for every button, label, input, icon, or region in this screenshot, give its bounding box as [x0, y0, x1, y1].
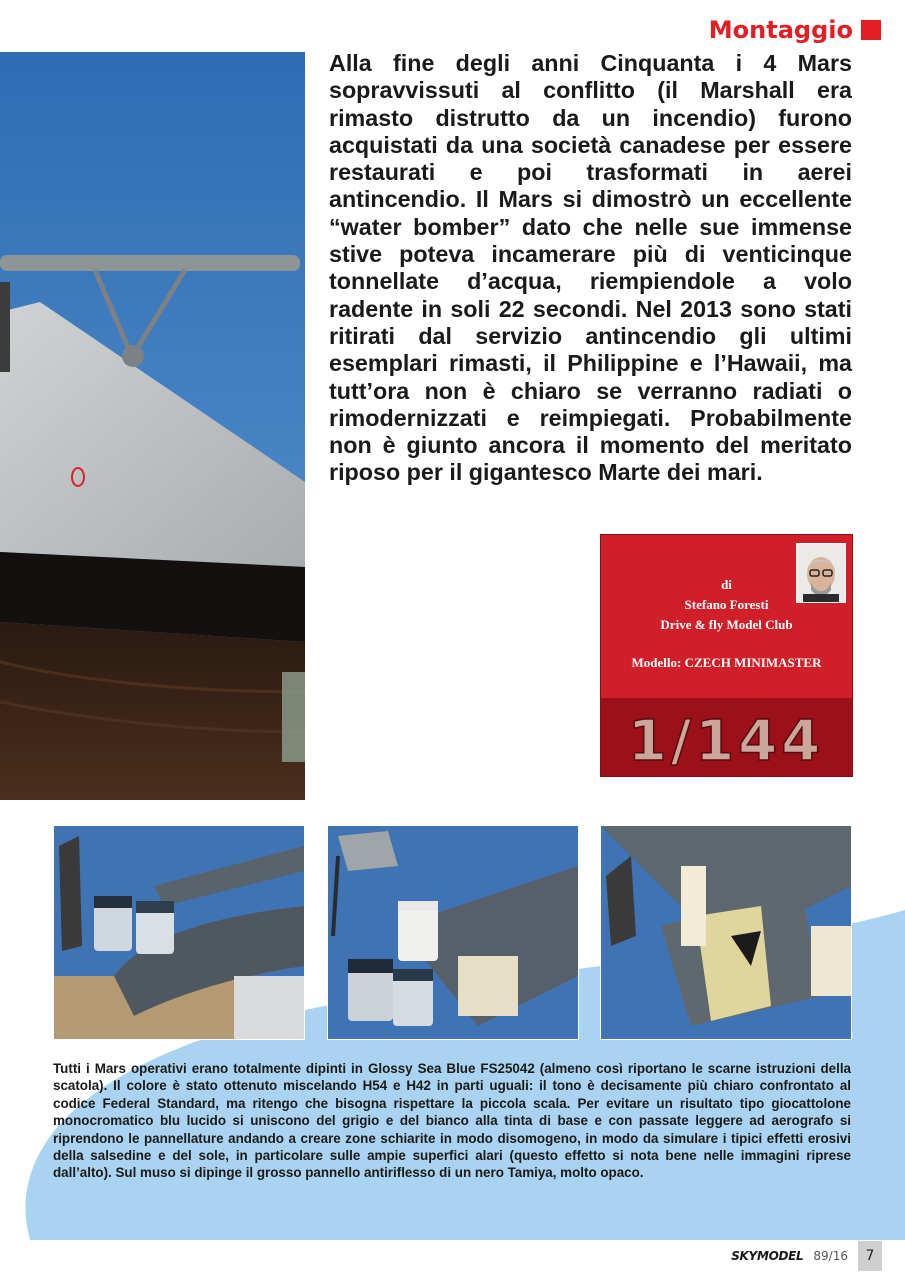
- magazine-logo: SKYMODEL: [731, 1249, 804, 1263]
- photo-paint-jars: [53, 825, 305, 1040]
- credit-model: Modello: CZECH MINIMASTER: [631, 655, 822, 670]
- section-title: [709, 14, 881, 46]
- credit-box: [600, 534, 853, 777]
- credit-by: di: [721, 577, 732, 592]
- photo-masking-tape: [600, 825, 852, 1040]
- article-body: Alla fine degli anni Cinquanta i 4 Mars sopravvissuti al conflitto (il Marshall era rimasto distrutto da un incendio) furono acquistati da una società canadese per essere restaurati e poi trasformati in aerei antincendio. Il Mars si dimostrò un eccellente “water bomber” dato che nelle sue immense stive poteva incamerare più di venticinque tonnellate d’acqua, riempiendole a volo radente in soli 22 secondi. Nel 2013 sono stati ritirati dal servizio antincendio gli ultimi esemplari rimasti, il Philippine e l’Hawaii, ma tutt’ora non è chiaro se verranno radiati o rimodernizzati e reimpiegati. Probabilmente non è giunto ancora il momento del meritato riposo per il gigantesco Marte dei mari.: [329, 50, 852, 486]
- main-model-photo: [0, 52, 305, 800]
- credit-lines: [601, 575, 852, 635]
- photo-airbrush-wing: [327, 825, 579, 1040]
- scale-text: 1/144: [627, 709, 825, 774]
- section-title-text: Montaggio: [708, 16, 853, 44]
- page-footer: [731, 1238, 882, 1274]
- photo-caption: Tutti i Mars operativi erano totalmente dipinti in Glossy Sea Blue FS25042 (almeno così riportano le scarne istruzioni della scatola). Il colore è stato ottenuto miscelando H54 e H42 in parti uguali: il tono è decisamente più chiaro confrontato al codice Federal Standard, ma ritengo che bisogna rispettare la piccola scala. Per evitare un risultato tipo giocattolone monocromatico blu lucido si uniscono del grigio e del bianco alla tinta di base e con passate leggere ad aerografo si riprendono le pannellature andando a creare zone schiarite in modo disomogeno, in modo da simulare i tipici effetti erosivi della salsedine e del sole, in particolare sulle ampie superfici alari (questo effetto si nota bene nelle immagini riprese dall’alto). Sul muso si dipinge il grosso pannello antiriflesso di un nero Tamiya, molto opaco.: [53, 1061, 851, 1181]
- section-marker-square: [861, 20, 881, 40]
- credit-club: Drive & fly Model Club: [660, 617, 793, 632]
- issue-number: 89/16: [813, 1249, 848, 1263]
- credit-author: Stefano Foresti: [684, 597, 769, 612]
- scale-badge: [601, 698, 852, 776]
- page-number: 7: [858, 1241, 882, 1271]
